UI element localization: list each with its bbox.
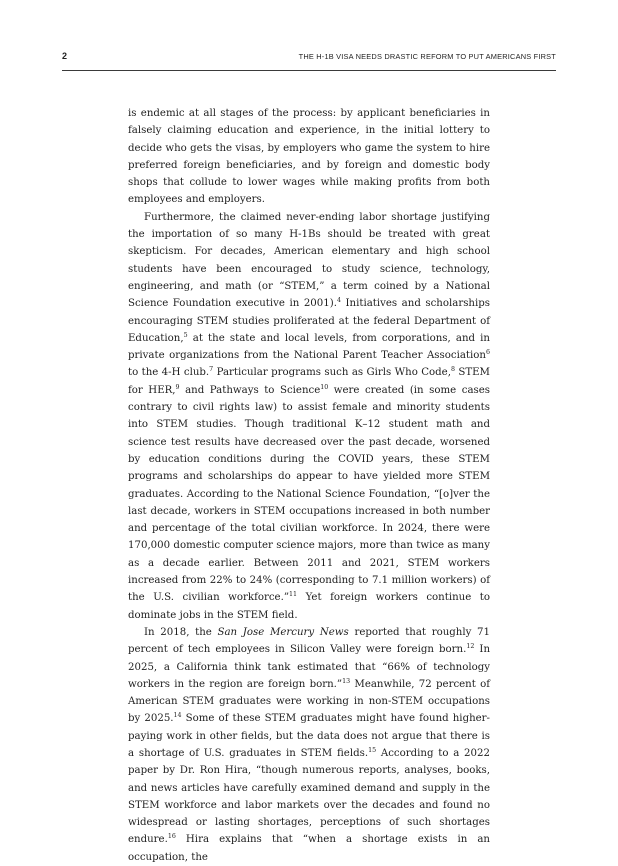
paragraph-1: is endemic at all stages of the process: by applicant beneficiaries in falsely claiming education and experience, in the initial lottery to decide who gets the visas, by employers who game the system to hire preferred foreign beneficiaries, and by foreign and domestic body shops that collude to lower wages while making profits from both employees and employers. <box>128 108 490 206</box>
page-number: 2 <box>62 51 68 61</box>
footnote-ref-16[interactable]: 16 <box>167 833 176 841</box>
paragraph-2: Furthermore, the claimed never-ending labor shortage justifying the importation of so many H-1Bs should be treated with great skepticism. For decades, American elementary and high school students have been encouraged to study science, technology, engineering, and math (or “STEM,” a term coined by a National Science Foundation executive in 2001).$^4$ Initiatives and scholarships encouraging STEM studies proliferated at the federal Department of Education,$^5$ at the state and local levels, from corporations, and in private organizations from the National Parent Teacher Association$^6$ to the 4-H club.$^7$ Particular programs such as Girls Who Code,$^8$ STEM for HER,$^9$ and Pathways to Science$^{10}$ were created (in some cases contrary to civil rights law) to assist female and minority students into STEM studies. Though traditional K–12 student math and science test results have decreased over the past decade, worsened by education conditions during the COVID years, these STEM programs and scholarships do appear to have yielded more STEM graduates. According to the National Science Foundation, “[o]ver the last decade, workers in STEM occupations increased in both number and percentage of the total civilian workforce. In 2024, there were 170,000 domestic computer science majors, more than twice as many as a decade earlier. Between 2011 and 2021, STEM workers increased from 22% to 24% (corresponding to 7.1 million workers) of the U.S. civilian workforce.”$^{11}$ Yet foreign workers continue to dominate jobs in the STEM field. <box>128 211 491 621</box>
footnote-ref-14[interactable]: 14 <box>173 712 182 720</box>
footnote-ref-10[interactable]: 10 <box>320 383 329 391</box>
footnote-ref-7[interactable]: 7 <box>209 366 214 374</box>
running-title: THE H-1B VISA NEEDS DRASTIC REFORM TO PUT AMERICANS FIRST <box>298 52 556 61</box>
footnote-ref-13[interactable]: 13 <box>342 677 351 685</box>
paragraph-3: In 2018, the San Jose Mercury News reported that roughly 71 percent of tech employees in Silicon Valley were foreign born.$^{12}$ In 2025, a California think tank estimated that “66% of technology workers in the region are foreign born.”$^{13}$ Meanwhile, 72 percent of American STEM graduates were working in non-STEM occupations by 2025.14 Some of these STEM graduates might have found higher-paying work in other fields, but the data does not argue that there is a shortage of U.S. graduates in STEM fields.$^{15}$ According to a 2022 paper by Dr. Ron Hira, “though numerous reports, analyses, books, and news articles have carefully examined demand and supply in the STEM workforce and labor markets over the decades and found no widespread or lasting shortages, perceptions of such shortages endure.$^{16}$ Hira explains that “when a shortage exists in an occupation, the <box>128 626 491 863</box>
footnote-ref-5[interactable]: 5 <box>183 331 188 339</box>
footnote-ref-9[interactable]: 9 <box>175 383 180 391</box>
footnote-ref-15[interactable]: 15 <box>368 746 377 754</box>
header-divider <box>62 70 556 71</box>
footnote-ref-11[interactable]: 11 <box>289 591 298 599</box>
footnote-ref-6[interactable]: 6 <box>485 349 490 357</box>
footnote-ref-4[interactable]: 4 <box>336 297 341 305</box>
footnote-ref-12[interactable]: 12 <box>466 643 475 651</box>
publication-title: San Jose Mercury News <box>217 626 349 638</box>
footnote-ref-8[interactable]: 8 <box>450 366 455 374</box>
body-text <box>128 105 490 866</box>
page-header <box>62 49 556 63</box>
